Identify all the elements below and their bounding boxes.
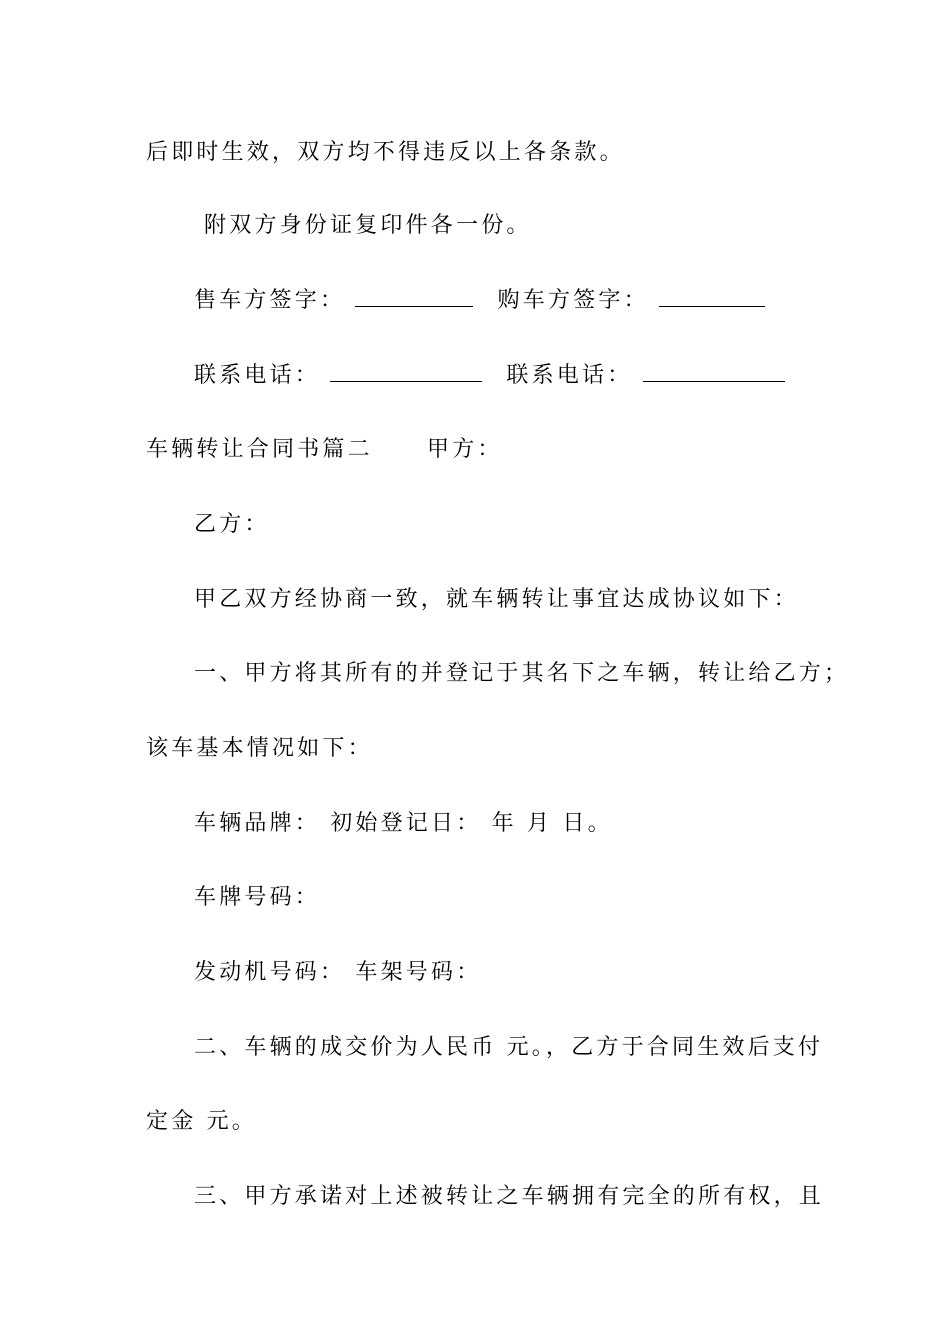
paragraph-line-effective	[146, 138, 816, 168]
clause-one-continued-line	[146, 734, 816, 764]
clause-two-continued-line	[146, 1107, 816, 1137]
line-text: 二、车辆的成交价为人民币 元。，乙方于合同生效后支付	[194, 1035, 824, 1060]
seller-signature-label: 售车方签字：	[194, 288, 346, 313]
line-text: 发动机号码： 车架号码：	[194, 960, 482, 985]
clause-three-line	[194, 1182, 864, 1212]
buyer-phone-label: 联系电话：	[506, 363, 633, 388]
line-text: 车牌号码：	[194, 885, 321, 910]
line-text: 车辆品牌： 初始登记日： 年 月 日。	[194, 811, 613, 836]
section-title: 车辆转让合同书篇二	[146, 437, 373, 462]
party-b-line	[194, 510, 864, 540]
party-a-label: 甲方：	[427, 437, 503, 462]
line-text: 定金 元。	[146, 1109, 257, 1134]
line-text: 附双方身份证复印件各一份。	[204, 213, 532, 238]
agreement-intro-line	[194, 585, 864, 615]
seller-phone-blank	[330, 361, 482, 382]
paragraph-line-attachment	[204, 211, 874, 241]
buyer-signature-blank	[659, 286, 765, 307]
line-text: 三、甲方承诺对上述被转让之车辆拥有完全的所有权，且	[194, 1184, 825, 1209]
line-text: 一、甲方将其所有的并登记于其名下之车辆，转让给乙方；	[194, 661, 850, 686]
clause-one-line	[194, 659, 864, 689]
seller-signature-blank	[355, 286, 473, 307]
buyer-signature-label: 购车方签字：	[497, 288, 649, 313]
seller-phone-label: 联系电话：	[194, 363, 321, 388]
phone-line	[194, 361, 864, 391]
vehicle-brand-line	[194, 809, 864, 839]
plate-number-line	[194, 883, 864, 913]
line-text: 乙方：	[194, 512, 270, 537]
engine-number-line	[194, 958, 864, 988]
buyer-phone-blank	[643, 361, 785, 382]
section-heading-line	[146, 435, 816, 465]
signature-line	[194, 286, 864, 316]
line-text: 后即时生效，双方均不得违反以上各条款。	[146, 140, 625, 165]
line-text: 该车基本情况如下：	[146, 736, 373, 761]
clause-two-line	[194, 1033, 864, 1063]
line-text: 甲乙双方经协商一致，就车辆转让事宜达成协议如下：	[194, 587, 799, 612]
